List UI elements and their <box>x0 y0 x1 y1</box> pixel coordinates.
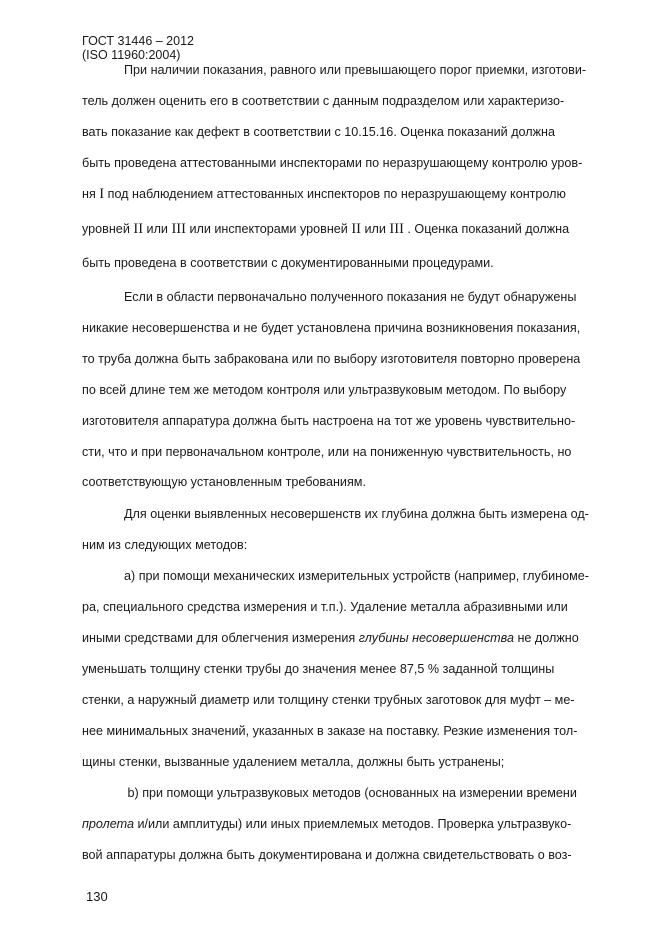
text-run: или <box>143 222 172 236</box>
roman-numeral: III <box>171 221 186 237</box>
text-run: иными средствами для облегчения измерения <box>82 631 359 645</box>
text-run: . Оценка показаний должна <box>403 222 570 236</box>
iso-reference: (ISO 11960:2004) <box>82 48 181 62</box>
text-line: вой аппаратуры должна быть документирована и должна свидетельствовать о воз- <box>82 848 572 862</box>
text-run: и/или амплитуды) или иных приемлемых методов. Проверка ультразвуко- <box>133 817 572 831</box>
text-run: не должно <box>513 631 579 645</box>
italic-term: пролета <box>82 817 134 831</box>
text-line: b) при помощи ультразвуковых методов (основанных на измерении времени <box>124 786 577 800</box>
text-run: или инспекторами уровней <box>185 222 352 236</box>
text-run: под наблюдением аттестованных инспекторов по неразрушающему контролю <box>104 187 566 201</box>
roman-numeral: II <box>351 221 361 237</box>
text-line: щины стенки, вызванные удалением металла, должны быть устранены; <box>82 755 505 769</box>
text-line: быть проведена в соответствии с документированными процедурами. <box>82 256 494 270</box>
text-line: Если в области первоначально полученного показания не будут обнаружены <box>124 290 577 304</box>
text-run: или <box>360 222 390 236</box>
text-line: нее минимальных значений, указанных в заказе на поставку. Резкие изменения тол- <box>82 724 578 738</box>
text-line <box>82 187 566 202</box>
page-number: 130 <box>86 889 108 904</box>
text-line <box>82 222 569 237</box>
text-line: Для оценки выявленных несовершенств их глубина должна быть измерена од- <box>124 507 589 521</box>
text-line: При наличии показания, равного или превышающего порог приемки, изготови- <box>124 63 587 77</box>
text-line: сти, что и при первоначальном контроле, или на пониженную чувствительность, но <box>82 445 572 459</box>
italic-term: глубины несовершенства <box>358 631 514 645</box>
text-run: уровней <box>82 222 134 236</box>
text-line: ра, специального средства измерения и т.п.). Удаление металла абразивными или <box>82 600 568 614</box>
text-run: ня <box>82 187 100 201</box>
text-line: по всей длине тем же методом контроля или ультразвуковым методом. По выбору <box>82 383 567 397</box>
standard-designation: ГОСТ 31446 – 2012 <box>82 34 194 48</box>
text-line: никакие несовершенства и не будет установлена причина возникновения показания, <box>82 321 581 335</box>
text-line: изготовителя аппаратура должна быть настроена на тот же уровень чувствительно- <box>82 414 576 428</box>
text-line: ним из следующих методов: <box>82 538 248 552</box>
text-line: а) при помощи механических измерительных устройств (например, глубиноме- <box>124 569 589 583</box>
text-line <box>82 631 579 646</box>
text-line: соответствующую установленным требованиям. <box>82 475 366 489</box>
roman-numeral: III <box>389 221 404 237</box>
text-line <box>82 817 571 832</box>
text-line: то труба должна быть забракована или по выбору изготовителя повторно проверена <box>82 352 581 366</box>
roman-numeral: II <box>133 221 144 237</box>
text-line: стенки, а наружный диаметр или толщину стенки трубных заготовок для муфт – ме- <box>82 693 575 707</box>
text-line: вать показание как дефект в соответствии с 10.15.16. Оценка показаний должна <box>82 125 556 139</box>
text-line: уменьшать толщину стенки трубы до значения менее 87,5 % заданной толщины <box>82 662 555 676</box>
text-line: тель должен оценить его в соответствии с данным подразделом или характеризо- <box>82 94 565 108</box>
text-line: быть проведена аттестованными инспекторами по неразрушающему контролю уров- <box>82 156 583 170</box>
roman-numeral: I <box>99 186 105 202</box>
